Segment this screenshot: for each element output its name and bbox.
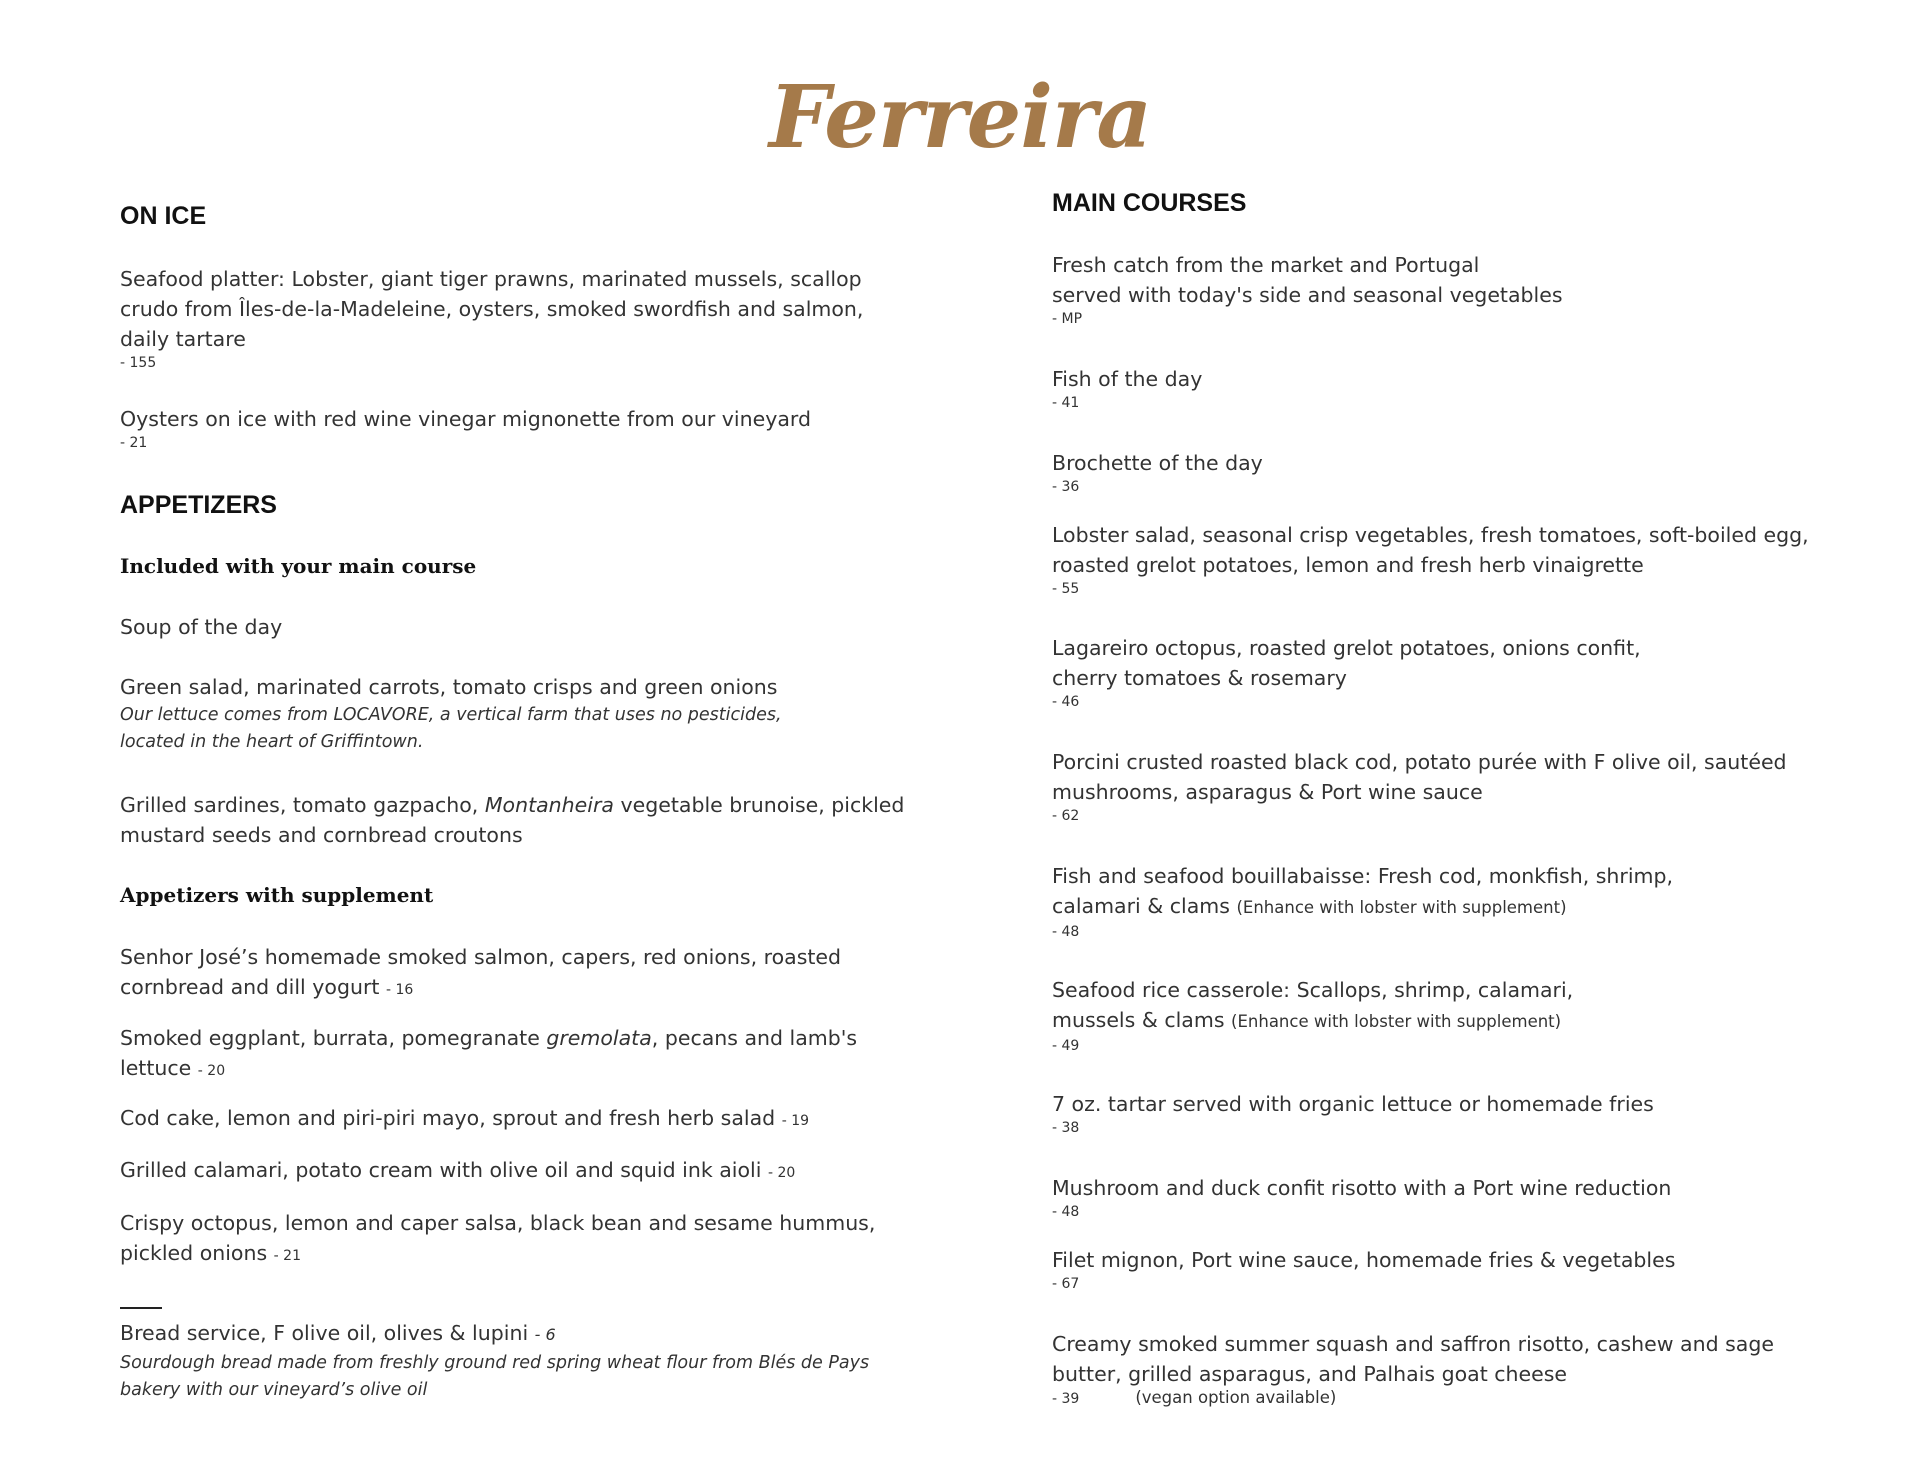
item-price: - 41 [1052, 395, 1080, 411]
item-price: - 20 [767, 1165, 796, 1181]
item-line: roasted grelot potatoes, lemon and fresh herb vinaigrette [1052, 553, 1644, 577]
sardines-item [120, 790, 904, 850]
included-subheading: Included with your main course [120, 554, 477, 578]
item-price: - 46 [1052, 694, 1080, 710]
lagareiro-octopus-item [1052, 633, 1641, 711]
bouillabaisse-item [1052, 861, 1673, 941]
item-price: - 6 [534, 1325, 556, 1344]
item-price: - 19 [781, 1113, 810, 1129]
item-line: Oysters on ice with red wine vinegar mignonette from our vineyard [120, 407, 811, 431]
item-text: Bread service, F olive oil, olives & lupini [120, 1321, 529, 1345]
item-price: - 67 [1052, 1276, 1080, 1292]
fish-of-the-day-item [1052, 364, 1202, 412]
item-line: Fish of the day [1052, 367, 1203, 391]
item-note: Our lettuce comes from LOCAVORE, a vertical farm that uses no pesticides, [120, 705, 782, 725]
item-line: served with today's side and seasonal vegetables [1052, 283, 1563, 307]
grilled-calamari-item [120, 1155, 795, 1188]
lobster-salad-item [1052, 520, 1809, 598]
appetizers-heading: APPETIZERS [120, 491, 277, 519]
filet-mignon-item [1052, 1245, 1675, 1293]
item-text-emphasis: Montanheira [484, 793, 614, 817]
item-text: Grilled calamari, potato cream with olive oil and squid ink aioli [120, 1158, 762, 1182]
item-line: Seafood rice casserole: Scallops, shrimp, calamari, [1052, 978, 1574, 1002]
item-text: Grilled sardines, tomato gazpacho, [120, 793, 485, 817]
green-salad-item [120, 672, 782, 756]
item-price: - 55 [1052, 581, 1080, 597]
item-price: - 155 [120, 355, 157, 371]
item-line: Brochette of the day [1052, 451, 1263, 475]
divider [120, 1307, 162, 1309]
item-line: 7 oz. tartar served with organic lettuce or homemade fries [1052, 1092, 1654, 1116]
supplement-subheading: Appetizers with supplement [120, 883, 434, 907]
item-price: - 21 [273, 1248, 301, 1264]
item-price: - 16 [385, 982, 414, 998]
item-line: Green salad, marinated carrots, tomato crisps and green onions [120, 675, 778, 699]
item-price: - 36 [1052, 479, 1080, 495]
item-line: Fish and seafood bouillabaisse: Fresh cod, monkfish, shrimp, [1052, 864, 1674, 888]
item-price: - 21 [120, 435, 148, 451]
item-line: Senhor José’s homemade smoked salmon, capers, red onions, roasted [120, 945, 842, 969]
fresh-catch-item [1052, 250, 1563, 328]
item-note: Sourdough bread made from freshly ground red spring wheat flour from Blés de Pays [120, 1353, 870, 1373]
on-ice-heading: ON ICE [120, 202, 207, 230]
item-price: - MP [1052, 311, 1083, 327]
item-price: - 62 [1052, 808, 1080, 824]
item-line: Filet mignon, Port wine sauce, homemade fries & vegetables [1052, 1248, 1676, 1272]
brand-logo: Ferreira [768, 67, 1152, 168]
item-price: - 48 [1052, 924, 1080, 940]
item-note: located in the heart of Griffintown. [120, 732, 424, 752]
squash-risotto-item [1052, 1329, 1774, 1408]
item-line: butter, grilled asparagus, and Palhais goat cheese [1052, 1362, 1568, 1386]
crispy-octopus-item [120, 1208, 875, 1271]
item-price: - 20 [197, 1063, 226, 1079]
item-line: cherry tomatoes & rosemary [1052, 666, 1347, 690]
item-line: mustard seeds and cornbread croutons [120, 823, 523, 847]
item-text: Cod cake, lemon and piri-piri mayo, sprout and fresh herb salad [120, 1106, 776, 1130]
item-option: (Enhance with lobster with supplement) [1236, 898, 1567, 917]
item-option: (Enhance with lobster with supplement) [1231, 1012, 1562, 1031]
item-line: mushrooms, asparagus & Port wine sauce [1052, 780, 1483, 804]
vegan-option-note: (vegan option available) [1135, 1388, 1337, 1407]
item-text: vegetable brunoise, pickled [613, 793, 905, 817]
black-cod-item [1052, 747, 1787, 825]
item-line: Soup of the day [120, 615, 283, 639]
smoked-salmon-item [120, 942, 841, 1005]
item-text: Smoked eggplant, burrata, pomegranate [120, 1026, 547, 1050]
item-text-emphasis: gremolata [546, 1026, 652, 1050]
rice-casserole-item [1052, 975, 1573, 1055]
item-text: pickled onions [120, 1241, 268, 1265]
item-line: Mushroom and duck confit risotto with a Port wine reduction [1052, 1176, 1672, 1200]
item-text: cornbread and dill yogurt [120, 975, 380, 999]
brochette-item [1052, 448, 1263, 496]
item-price: - 38 [1052, 1120, 1080, 1136]
item-line: Lagareiro octopus, roasted grelot potatoes, onions confit, [1052, 636, 1641, 660]
item-price: - 49 [1052, 1038, 1080, 1054]
bread-service-item [120, 1318, 869, 1404]
item-text: mussels & clams [1052, 1008, 1225, 1032]
soup-item [120, 612, 282, 642]
main-courses-heading: MAIN COURSES [1052, 189, 1247, 217]
eggplant-item [120, 1023, 857, 1086]
item-note: bakery with our vineyard’s olive oil [120, 1380, 428, 1400]
item-text: calamari & clams [1052, 894, 1230, 918]
seafood-platter-item [120, 264, 863, 372]
item-text: , pecans and lamb's [651, 1026, 858, 1050]
duck-risotto-item [1052, 1173, 1671, 1221]
item-line: Creamy smoked summer squash and saffron risotto, cashew and sage [1052, 1332, 1774, 1356]
tartar-item [1052, 1089, 1654, 1137]
item-line: Seafood platter: Lobster, giant tiger prawns, marinated mussels, scallop [120, 267, 862, 291]
item-price: - 39 [1052, 1391, 1080, 1407]
item-text: lettuce [120, 1056, 192, 1080]
item-line: Porcini crusted roasted black cod, potato purée with F olive oil, sautéed [1052, 750, 1787, 774]
oysters-item [120, 404, 811, 452]
item-line: Lobster salad, seasonal crisp vegetables, fresh tomatoes, soft-boiled egg, [1052, 523, 1809, 547]
item-line: daily tartare [120, 327, 246, 351]
cod-cake-item [120, 1103, 809, 1136]
item-line: Fresh catch from the market and Portugal [1052, 253, 1480, 277]
item-price: - 48 [1052, 1204, 1080, 1220]
item-line: Crispy octopus, lemon and caper salsa, black bean and sesame hummus, [120, 1211, 876, 1235]
item-line: crudo from Îles-de-la-Madeleine, oysters, smoked swordfish and salmon, [120, 297, 864, 321]
